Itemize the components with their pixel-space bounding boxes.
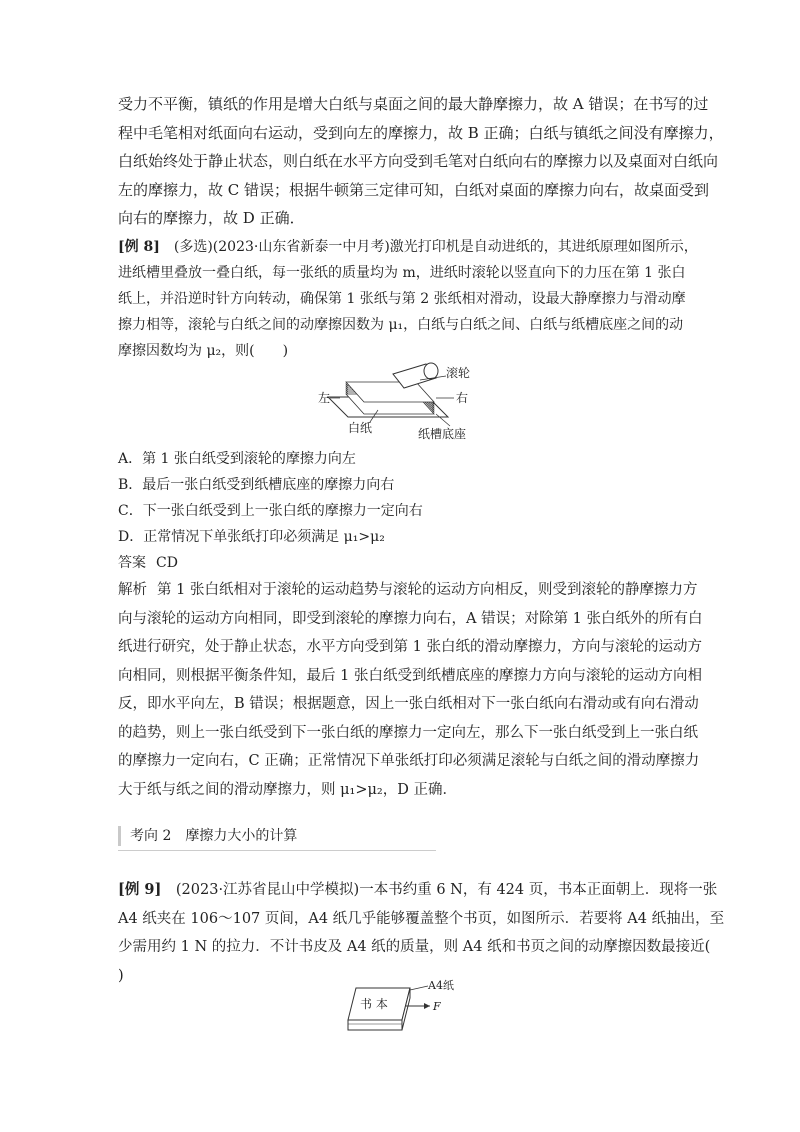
- text-line: ): [118, 967, 124, 984]
- example-tag: [ 例 8 ]: [118, 239, 160, 255]
- example-8-analysis: [118, 576, 703, 804]
- text-line: 少需用约 1 N 的拉力．不计书皮及 A4 纸的质量，则 A4 纸和书页之间的动摩擦因数最接近(: [118, 939, 711, 955]
- text-line: 的趋势，则上一张白纸受到下一张白纸的摩擦力一定向左，那么下一张白纸受到上一张白纸: [118, 724, 698, 741]
- text-line: 左的摩擦力，故 C 错误；根据牛顿第三定律可知，白纸对桌面的摩擦力向右，故桌面受到: [118, 180, 710, 199]
- analysis-label: 解析: [118, 582, 147, 598]
- base-label: 纸槽底座: [418, 427, 467, 440]
- text-line: 大于纸与纸之间的滑动摩擦力，则 μ₁>μ₂，D 正确．: [118, 781, 457, 798]
- section-header: [118, 822, 436, 851]
- example-8-stem: [118, 234, 698, 364]
- arrow-head-icon: [424, 1003, 430, 1009]
- option-b: B．最后一张白纸受到纸槽底座的摩擦力向右: [118, 477, 395, 493]
- right-label: 右: [456, 391, 469, 405]
- book-label: 书 本: [360, 997, 388, 1011]
- example-9-stem: [118, 876, 725, 990]
- text-line: 纸上，并沿逆时针方向转动，确保第 1 张纸与第 2 张纸相对滑动，设最大静摩擦力与滑动摩: [118, 291, 686, 307]
- text-line: 反，即水平向左，B 错误；根据题意，因上一张白纸相对下一张白纸向右滑动或有向右滑动: [118, 696, 699, 712]
- text-line: 向相同，则根据平衡条件知，最后 1 张白纸受到纸槽底座的摩擦力方向与滚轮的运动方向相: [118, 667, 702, 684]
- text-line: (多选)(2023·山东省新泰一中月考)激光打印机是自动进纸的，其进纸原理如图所示，: [173, 239, 698, 255]
- roller-label: 滚轮: [446, 366, 471, 380]
- text-line: 程中毛笔相对纸面向右运动，受到向左的摩擦力，故 B 正确；白纸与镇纸之间没有摩擦力，: [118, 123, 724, 142]
- paper-stack: [346, 382, 434, 414]
- text-line: 摩擦因数均为 μ₂，则( ): [118, 343, 289, 359]
- text-line: 受力不平衡，镇纸的作用是增大白纸与桌面之间的最大静摩擦力，故 A 错误；在书写的过: [118, 95, 709, 113]
- a4-label: A4纸: [428, 979, 454, 992]
- left-label: 左: [318, 391, 331, 405]
- option-d: D．正常情况下单张纸打印必须满足 μ₁>μ₂: [118, 529, 385, 545]
- text-line: 白纸始终处于静止状态，则白纸在水平方向受到毛笔对白纸向右的摩擦力以及桌面对白纸向: [118, 152, 719, 170]
- paper-label: 白纸: [348, 421, 373, 435]
- answer-label: 答案: [118, 555, 146, 571]
- section-bar: [118, 826, 121, 846]
- force-label: F: [433, 1000, 441, 1013]
- option-a: A．第 1 张白纸受到滚轮的摩擦力向左: [118, 451, 356, 467]
- book-figure: [344, 978, 464, 1036]
- text-line: 擦力相等，滚轮与白纸之间的动摩擦因数为 μ₁，白纸与白纸之间、白纸与纸槽底座之间的动: [118, 317, 684, 333]
- text-line: 向与滚轮的运动方向相同，即受到滚轮的摩擦力向右，A 错误；对除第 1 张白纸外的所有白: [118, 610, 703, 627]
- section-title: 考向 2 摩擦力大小的计算: [130, 828, 298, 844]
- previous-solution: [118, 90, 724, 233]
- text-line: (2023·江苏省昆山中学模拟)一本书约重 6 N，有 424 页，书本正面朝上．现将一张: [175, 882, 718, 898]
- text-line: 纸进行研究，处于静止状态，水平方向受到第 1 张白纸的滑动摩擦力，方向与滚轮的运动方: [118, 639, 702, 655]
- text-line: 第 1 张白纸相对于滚轮的运动趋势与滚轮的运动方向相反，则受到滚轮的静摩擦力方: [157, 582, 698, 598]
- text-line: 进纸槽里叠放一叠白纸，每一张纸的质量均为 m，进纸时滚轮以竖直向下的力压在第 1 张白: [118, 265, 686, 281]
- example-tag: [ 例 9 ]: [118, 881, 161, 898]
- paper-feed-figure: [318, 362, 488, 440]
- option-c: C．下一张白纸受到上一张白纸的摩擦力一定向右: [118, 503, 423, 519]
- text-line: 向右的摩擦力，故 D 正确．: [118, 209, 305, 227]
- answer-value: CD: [156, 555, 178, 571]
- answer-line: [118, 550, 178, 576]
- text-line: 的摩擦力一定向右，C 正确；正常情况下单张纸打印必须满足滚轮与白纸之间的滑动摩擦力: [118, 753, 700, 769]
- text-line: A4 纸夹在 106～107 页间，A4 纸几乎能够覆盖整个书页，如图所示．若要将 A4 纸抽出，至: [118, 910, 725, 927]
